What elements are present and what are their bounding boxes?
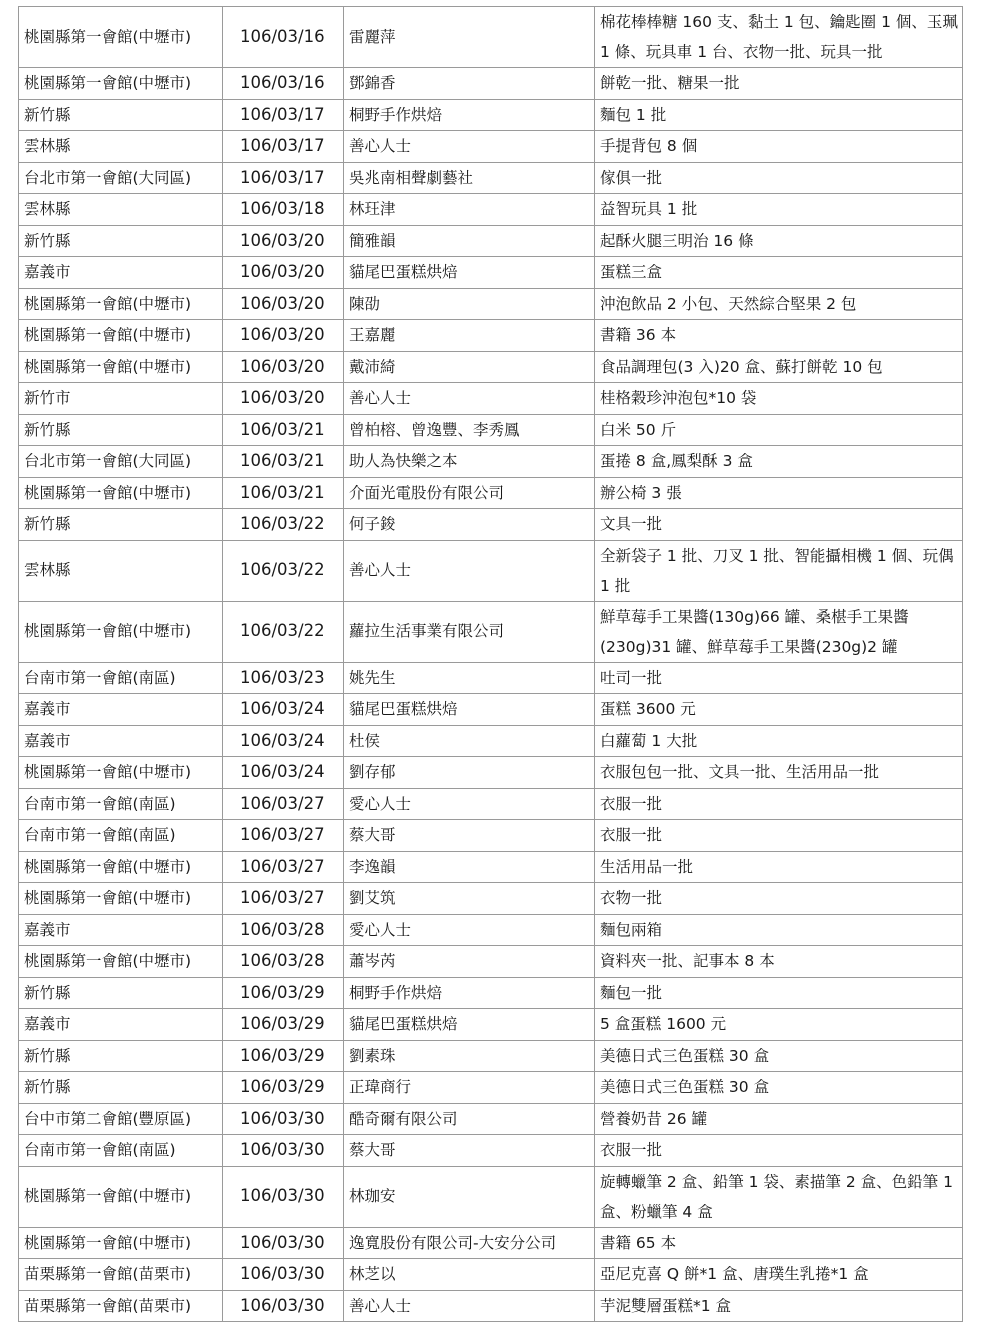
items-cell: 手提背包 8 個 <box>595 131 963 163</box>
donor-cell: 吳兆南相聲劇藝社 <box>344 162 595 194</box>
items-cell: 起酥火腿三明治 16 條 <box>595 225 963 257</box>
table-row <box>19 1290 963 1322</box>
location-cell: 新竹縣 <box>19 99 223 131</box>
table-row <box>19 446 963 478</box>
location-cell: 桃園縣第一會館(中壢市) <box>19 1227 223 1259</box>
items-cell: 營養奶昔 26 罐 <box>595 1103 963 1135</box>
date-cell: 106/03/29 <box>223 1072 344 1104</box>
donor-cell: 林芝以 <box>344 1259 595 1291</box>
donor-cell: 愛心人士 <box>344 788 595 820</box>
location-cell: 嘉義市 <box>19 257 223 289</box>
location-cell: 新竹縣 <box>19 1040 223 1072</box>
location-cell: 新竹縣 <box>19 414 223 446</box>
location-cell: 桃園縣第一會館(中壢市) <box>19 68 223 100</box>
donor-cell: 介面光電股份有限公司 <box>344 477 595 509</box>
table-row <box>19 757 963 789</box>
date-cell: 106/03/29 <box>223 1040 344 1072</box>
donor-cell: 劉存郁 <box>344 757 595 789</box>
date-cell: 106/03/16 <box>223 7 344 68</box>
location-cell: 桃園縣第一會館(中壢市) <box>19 477 223 509</box>
donor-cell: 杜侯 <box>344 725 595 757</box>
donor-cell: 王嘉麗 <box>344 320 595 352</box>
items-cell: 衣物一批 <box>595 883 963 915</box>
table-row <box>19 662 963 694</box>
items-cell: 蛋糕三盒 <box>595 257 963 289</box>
donor-cell: 陳劭 <box>344 288 595 320</box>
items-cell: 資料夾一批、記事本 8 本 <box>595 946 963 978</box>
items-cell: 芋泥雙層蛋糕*1 盒 <box>595 1290 963 1322</box>
items-cell: 白米 50 斤 <box>595 414 963 446</box>
donor-cell: 蕭岑芮 <box>344 946 595 978</box>
table-row <box>19 509 963 541</box>
date-cell: 106/03/29 <box>223 977 344 1009</box>
items-cell: 5 盒蛋糕 1600 元 <box>595 1009 963 1041</box>
location-cell: 雲林縣 <box>19 194 223 226</box>
date-cell: 106/03/24 <box>223 694 344 726</box>
location-cell: 桃園縣第一會館(中壢市) <box>19 883 223 915</box>
donor-cell: 林珈安 <box>344 1166 595 1227</box>
date-cell: 106/03/22 <box>223 601 344 662</box>
table-row <box>19 1166 963 1227</box>
date-cell: 106/03/20 <box>223 288 344 320</box>
items-cell: 桂格穀珍沖泡包*10 袋 <box>595 383 963 415</box>
location-cell: 台南市第一會館(南區) <box>19 662 223 694</box>
date-cell: 106/03/20 <box>223 383 344 415</box>
location-cell: 台北市第一會館(大同區) <box>19 446 223 478</box>
location-cell: 桃園縣第一會館(中壢市) <box>19 351 223 383</box>
table-row <box>19 257 963 289</box>
location-cell: 桃園縣第一會館(中壢市) <box>19 7 223 68</box>
donor-cell: 蘿拉生活事業有限公司 <box>344 601 595 662</box>
location-cell: 新竹縣 <box>19 509 223 541</box>
table-row <box>19 131 963 163</box>
donor-cell: 正瑋商行 <box>344 1072 595 1104</box>
location-cell: 新竹縣 <box>19 1072 223 1104</box>
date-cell: 106/03/21 <box>223 414 344 446</box>
items-cell: 美德日式三色蛋糕 30 盒 <box>595 1072 963 1104</box>
items-cell: 棉花棒棒糖 160 支、黏土 1 包、鑰匙圈 1 個、玉珮 1 條、玩具車 1 台、衣物一批、玩具一批 <box>595 7 963 68</box>
date-cell: 106/03/20 <box>223 320 344 352</box>
items-cell: 美德日式三色蛋糕 30 盒 <box>595 1040 963 1072</box>
donor-cell: 劉艾筑 <box>344 883 595 915</box>
location-cell: 雲林縣 <box>19 540 223 601</box>
date-cell: 106/03/30 <box>223 1290 344 1322</box>
items-cell: 吐司一批 <box>595 662 963 694</box>
table-row <box>19 601 963 662</box>
location-cell: 嘉義市 <box>19 1009 223 1041</box>
table-row <box>19 320 963 352</box>
donor-cell: 雷麗萍 <box>344 7 595 68</box>
table-row <box>19 1259 963 1291</box>
donor-cell: 善心人士 <box>344 131 595 163</box>
table-row <box>19 540 963 601</box>
date-cell: 106/03/23 <box>223 662 344 694</box>
location-cell: 嘉義市 <box>19 914 223 946</box>
donor-cell: 鄧錦香 <box>344 68 595 100</box>
location-cell: 台中市第二會館(豐原區) <box>19 1103 223 1135</box>
table-row <box>19 946 963 978</box>
location-cell: 台北市第一會館(大同區) <box>19 162 223 194</box>
table-row <box>19 1103 963 1135</box>
date-cell: 106/03/21 <box>223 477 344 509</box>
donation-record-sheet <box>18 6 962 1322</box>
items-cell: 全新袋子 1 批、刀叉 1 批、智能攝相機 1 個、玩偶 1 批 <box>595 540 963 601</box>
table-row <box>19 225 963 257</box>
items-cell: 衣服包包一批、文具一批、生活用品一批 <box>595 757 963 789</box>
location-cell: 桃園縣第一會館(中壢市) <box>19 757 223 789</box>
date-cell: 106/03/30 <box>223 1103 344 1135</box>
donor-cell: 曾柏榕、曾逸豐、李秀鳳 <box>344 414 595 446</box>
date-cell: 106/03/27 <box>223 788 344 820</box>
table-row <box>19 477 963 509</box>
items-cell: 麵包 1 批 <box>595 99 963 131</box>
table-row <box>19 68 963 100</box>
location-cell: 苗栗縣第一會館(苗栗市) <box>19 1259 223 1291</box>
table-row <box>19 1009 963 1041</box>
date-cell: 106/03/20 <box>223 351 344 383</box>
items-cell: 食品調理包(3 入)20 盒、蘇打餅乾 10 包 <box>595 351 963 383</box>
date-cell: 106/03/28 <box>223 946 344 978</box>
items-cell: 衣服一批 <box>595 820 963 852</box>
date-cell: 106/03/20 <box>223 257 344 289</box>
donor-cell: 酷奇爾有限公司 <box>344 1103 595 1135</box>
donor-cell: 桐野手作烘焙 <box>344 977 595 1009</box>
table-row <box>19 162 963 194</box>
donor-cell: 貓尾巴蛋糕烘焙 <box>344 694 595 726</box>
donor-cell: 林玨津 <box>344 194 595 226</box>
donor-cell: 蔡大哥 <box>344 1135 595 1167</box>
date-cell: 106/03/30 <box>223 1227 344 1259</box>
donor-cell: 戴沛綺 <box>344 351 595 383</box>
table-row <box>19 351 963 383</box>
date-cell: 106/03/22 <box>223 509 344 541</box>
location-cell: 桃園縣第一會館(中壢市) <box>19 1166 223 1227</box>
items-cell: 麵包一批 <box>595 977 963 1009</box>
items-cell: 辦公椅 3 張 <box>595 477 963 509</box>
donor-cell: 桐野手作烘焙 <box>344 99 595 131</box>
items-cell: 白蘿蔔 1 大批 <box>595 725 963 757</box>
donor-cell: 助人為快樂之本 <box>344 446 595 478</box>
date-cell: 106/03/27 <box>223 883 344 915</box>
date-cell: 106/03/22 <box>223 540 344 601</box>
date-cell: 106/03/30 <box>223 1259 344 1291</box>
location-cell: 桃園縣第一會館(中壢市) <box>19 320 223 352</box>
date-cell: 106/03/20 <box>223 225 344 257</box>
table-row <box>19 414 963 446</box>
donor-cell: 善心人士 <box>344 383 595 415</box>
date-cell: 106/03/24 <box>223 757 344 789</box>
donation-table <box>18 6 963 1322</box>
location-cell: 桃園縣第一會館(中壢市) <box>19 946 223 978</box>
items-cell: 亞尼克喜 Q 餅*1 盒、唐璞生乳捲*1 盒 <box>595 1259 963 1291</box>
items-cell: 生活用品一批 <box>595 851 963 883</box>
items-cell: 衣服一批 <box>595 1135 963 1167</box>
table-row <box>19 99 963 131</box>
donor-cell: 善心人士 <box>344 540 595 601</box>
date-cell: 106/03/24 <box>223 725 344 757</box>
table-row <box>19 1227 963 1259</box>
items-cell: 餅乾一批、糖果一批 <box>595 68 963 100</box>
date-cell: 106/03/28 <box>223 914 344 946</box>
location-cell: 嘉義市 <box>19 694 223 726</box>
location-cell: 嘉義市 <box>19 725 223 757</box>
donor-cell: 劉素珠 <box>344 1040 595 1072</box>
donor-cell: 逸寬股份有限公司-大安分公司 <box>344 1227 595 1259</box>
table-row <box>19 7 963 68</box>
donor-cell: 李逸韻 <box>344 851 595 883</box>
date-cell: 106/03/21 <box>223 446 344 478</box>
table-row <box>19 288 963 320</box>
location-cell: 桃園縣第一會館(中壢市) <box>19 288 223 320</box>
date-cell: 106/03/18 <box>223 194 344 226</box>
location-cell: 雲林縣 <box>19 131 223 163</box>
table-row <box>19 383 963 415</box>
donor-cell: 何子鋑 <box>344 509 595 541</box>
items-cell: 蛋糕 3600 元 <box>595 694 963 726</box>
donor-cell: 善心人士 <box>344 1290 595 1322</box>
donor-cell: 愛心人士 <box>344 914 595 946</box>
location-cell: 桃園縣第一會館(中壢市) <box>19 601 223 662</box>
items-cell: 益智玩具 1 批 <box>595 194 963 226</box>
table-row <box>19 725 963 757</box>
table-row <box>19 977 963 1009</box>
date-cell: 106/03/17 <box>223 131 344 163</box>
items-cell: 鮮草莓手工果醬(130g)66 罐、桑椹手工果醬(230g)31 罐、鮮草莓手工果醬(230g)2 罐 <box>595 601 963 662</box>
date-cell: 106/03/16 <box>223 68 344 100</box>
items-cell: 旋轉蠟筆 2 盒、鉛筆 1 袋、素描筆 2 盒、色鉛筆 1 盒、粉蠟筆 4 盒 <box>595 1166 963 1227</box>
items-cell: 蛋捲 8 盒,鳳梨酥 3 盒 <box>595 446 963 478</box>
donation-table-body <box>19 7 963 1322</box>
donor-cell: 姚先生 <box>344 662 595 694</box>
location-cell: 苗栗縣第一會館(苗栗市) <box>19 1290 223 1322</box>
location-cell: 新竹縣 <box>19 225 223 257</box>
items-cell: 文具一批 <box>595 509 963 541</box>
table-row <box>19 1040 963 1072</box>
date-cell: 106/03/29 <box>223 1009 344 1041</box>
items-cell: 傢俱一批 <box>595 162 963 194</box>
table-row <box>19 851 963 883</box>
donor-cell: 蔡大哥 <box>344 820 595 852</box>
date-cell: 106/03/17 <box>223 99 344 131</box>
table-row <box>19 694 963 726</box>
date-cell: 106/03/30 <box>223 1135 344 1167</box>
date-cell: 106/03/27 <box>223 820 344 852</box>
table-row <box>19 788 963 820</box>
date-cell: 106/03/17 <box>223 162 344 194</box>
location-cell: 台南市第一會館(南區) <box>19 820 223 852</box>
items-cell: 書籍 65 本 <box>595 1227 963 1259</box>
table-row <box>19 883 963 915</box>
table-row <box>19 820 963 852</box>
items-cell: 麵包兩箱 <box>595 914 963 946</box>
date-cell: 106/03/30 <box>223 1166 344 1227</box>
table-row <box>19 1072 963 1104</box>
date-cell: 106/03/27 <box>223 851 344 883</box>
items-cell: 衣服一批 <box>595 788 963 820</box>
table-row <box>19 1135 963 1167</box>
table-row <box>19 914 963 946</box>
donor-cell: 貓尾巴蛋糕烘焙 <box>344 1009 595 1041</box>
location-cell: 台南市第一會館(南區) <box>19 788 223 820</box>
location-cell: 台南市第一會館(南區) <box>19 1135 223 1167</box>
location-cell: 新竹市 <box>19 383 223 415</box>
donor-cell: 貓尾巴蛋糕烘焙 <box>344 257 595 289</box>
donor-cell: 簡雅韻 <box>344 225 595 257</box>
location-cell: 桃園縣第一會館(中壢市) <box>19 851 223 883</box>
items-cell: 沖泡飲品 2 小包、天然綜合堅果 2 包 <box>595 288 963 320</box>
table-row <box>19 194 963 226</box>
items-cell: 書籍 36 本 <box>595 320 963 352</box>
location-cell: 新竹縣 <box>19 977 223 1009</box>
